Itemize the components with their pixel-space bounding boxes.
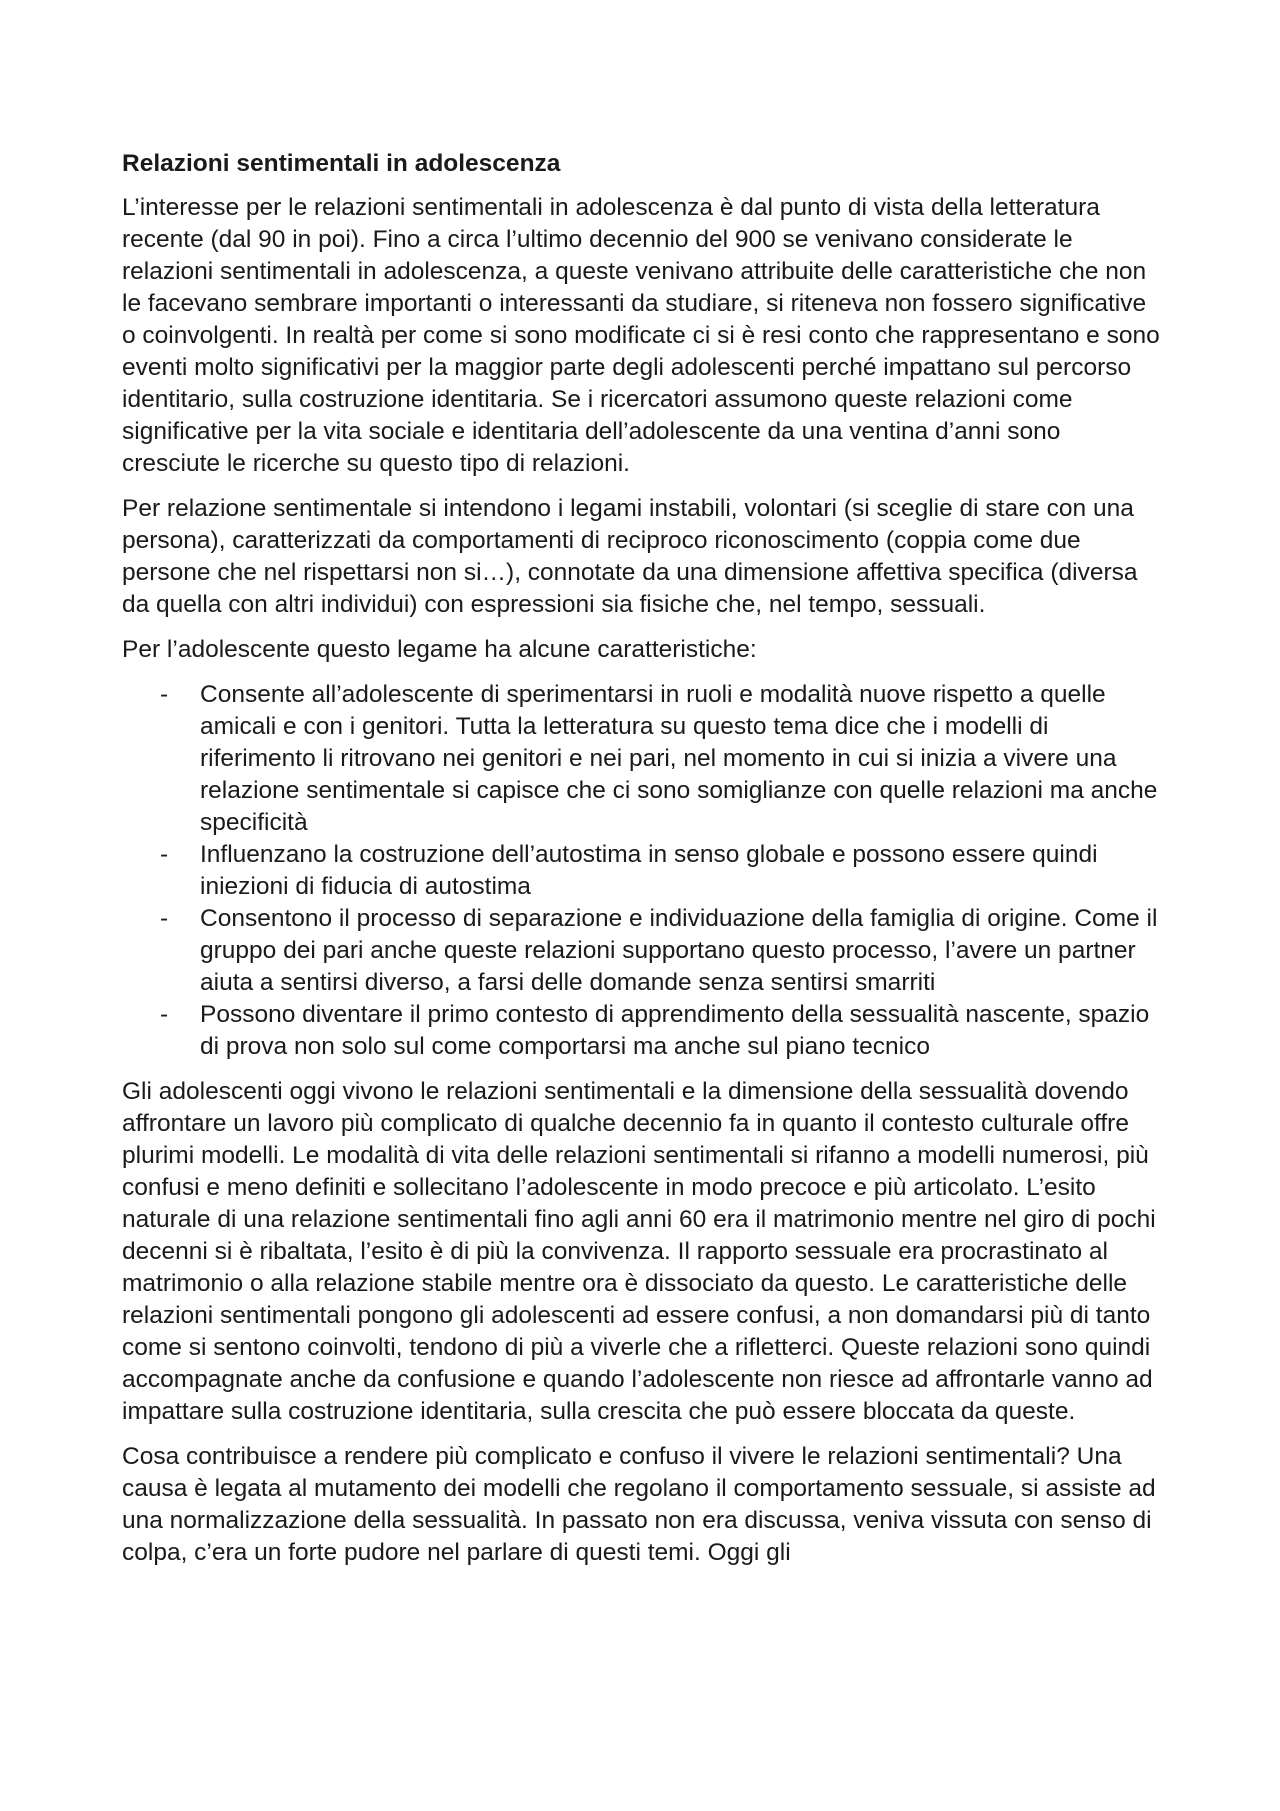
list-item-text: Influenzano la costruzione dell’autostima in senso globale e possono essere quindi iniezioni di fiducia di autostima xyxy=(200,841,1098,900)
paragraph-list-intro: Per l’adolescente questo legame ha alcune caratteristiche: xyxy=(122,636,757,663)
list-item-text: Possono diventare il primo contesto di apprendimento della sessualità nascente, spazio di prova non solo sul come comportarsi ma anche sul piano tecnico xyxy=(200,1001,1150,1060)
list-item-text: Consentono il processo di separazione e individuazione della famiglia di origine. Come il gruppo dei pari anche queste relazioni supportano questo processo, l’avere un partner aiuta a sentirsi diverso, a farsi delle domande senza sentirsi smarriti xyxy=(200,905,1158,996)
list-item xyxy=(122,999,1162,1063)
characteristics-list xyxy=(122,679,1162,1063)
list-dash: - xyxy=(160,1001,169,1028)
list-dash: - xyxy=(160,905,169,932)
paragraph-intro: L’interesse per le relazioni sentimentali in adolescenza è dal punto di vista della letteratura recente (dal 90 in poi). Fino a circa l’ultimo decennio del 900 se venivano considerate le relazioni sentimentali in adolescenza, a queste venivano attribuite delle caratteristiche che non le facevano sembrare importanti o interessanti da studiare, si riteneva non fossero significative o coinvolgenti. In realtà per come si sono modificate ci si è resi conto che rappresentano e sono eventi molto significativi per la maggior parte degli adolescenti perché impattano sul percorso identitario, sulla costruzione identitaria. Se i ricercatori assumono queste relazioni come significative per la vita sociale e identitaria dell’adolescente da una ventina d’anni sono cresciute le ricerche su questo tipo di relazioni. xyxy=(122,194,1160,477)
list-dash: - xyxy=(160,841,169,868)
paragraph-modern-context: Gli adolescenti oggi vivono le relazioni sentimentali e la dimensione della sessualità dovendo affrontare un lavoro più complicato di qualche decennio fa in quanto il contesto culturale offre plurimi modelli. Le modalità di vita delle relazioni sentimentali si rifanno a modelli numerosi, più confusi e meno definiti e sollecitano l’adolescente in modo precoce e più articolato. L’esito naturale di una relazione sentimentali fino agli anni 60 era il matrimonio mentre nel giro di pochi decenni si è ribaltata, l’esito è di più la convivenza. Il rapporto sessuale era procrastinato al matrimonio o alla relazione stabile mentre ora è dissociato da questo. Le caratteristiche delle relazioni sentimentali pongono gli adolescenti ad essere confusi, a non domandarsi più di tanto come si sentono coinvolti, tendono di più a viverle che a rifletterci. Queste relazioni sono quindi accompagnate anche da confusione e quando l’adolescente non riesce ad affrontarle vanno ad impattare sulla costruzione identitaria, sulla crescita che può essere bloccata da queste. xyxy=(122,1078,1156,1425)
list-item xyxy=(122,679,1162,839)
list-item-text: Consente all’adolescente di sperimentarsi in ruoli e modalità nuove rispetto a quelle amicali e con i genitori. Tutta la letteratura su questo tema dice che i modelli di riferimento li ritrovano nei genitori e nei pari, nel momento in cui si inizia a vivere una relazione sentimentale si capisce che ci sono somiglianze con quelle relazioni ma anche specificità xyxy=(200,681,1158,836)
document-page xyxy=(122,148,1162,1582)
paragraph-complications: Cosa contribuisce a rendere più complicato e confuso il vivere le relazioni sentimentali? Una causa è legata al mutamento dei modelli che regolano il comportamento sessuale, si assiste ad una normalizzazione della sessualità. In passato non era discussa, veniva vissuta con senso di colpa, c’era un forte pudore nel parlare di questi temi. Oggi gli xyxy=(122,1443,1156,1566)
list-item xyxy=(122,903,1162,999)
document-title: Relazioni sentimentali in adolescenza xyxy=(122,150,561,177)
list-dash: - xyxy=(160,681,169,708)
list-item xyxy=(122,839,1162,903)
paragraph-definition: Per relazione sentimentale si intendono i legami instabili, volontari (si sceglie di stare con una persona), caratterizzati da comportamenti di reciproco riconoscimento (coppia come due persone che nel rispettarsi non si…), connotate da una dimensione affettiva specifica (diversa da quella con altri individui) con espressioni sia fisiche che, nel tempo, sessuali. xyxy=(122,495,1138,618)
